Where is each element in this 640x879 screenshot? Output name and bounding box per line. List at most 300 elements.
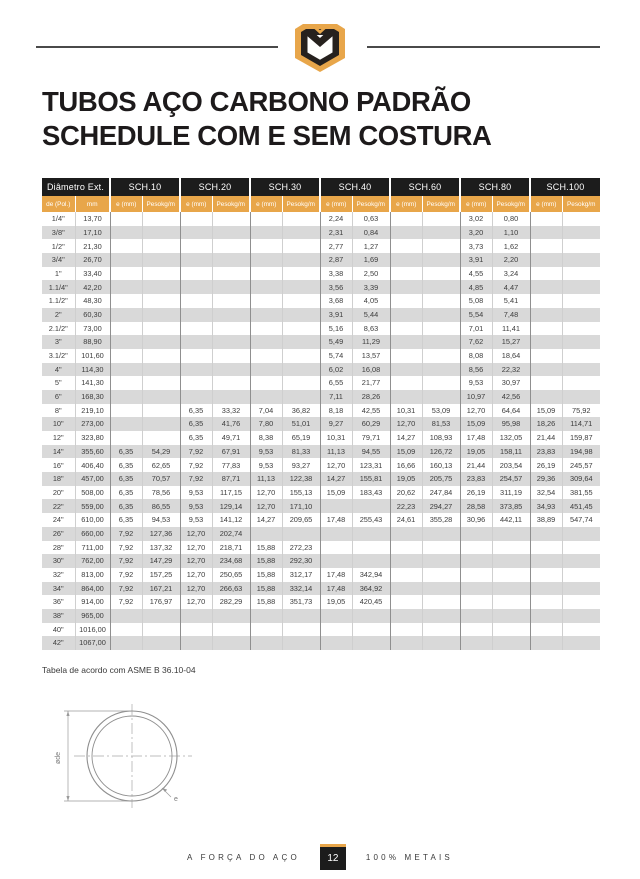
cell: 28,58 [460,499,492,513]
cell: 33,32 [212,404,250,418]
cell: 312,17 [282,568,320,582]
table-row [42,212,600,226]
cell [562,308,600,322]
group-header-cell: SCH.10 [110,178,180,196]
cell [422,527,460,541]
cell: 28,26 [352,390,390,404]
cell: 2" [54,309,62,319]
cell [492,609,530,623]
sub-header-row [42,196,600,212]
page-title-line2: SCHEDULE COM E SEM COSTURA [42,120,492,152]
cell: 245,57 [562,458,600,472]
schedule-table-wrap [42,178,600,650]
sub-header-cell: e (mm) [110,196,142,212]
cell: 364,92 [352,582,390,596]
cell: 176,97 [142,595,180,609]
cell [250,239,282,253]
cell: 14" [52,446,64,456]
cell: 64,64 [492,404,530,418]
cell: 12,70 [250,486,282,500]
cell: 86,55 [142,499,180,513]
cell [142,609,180,623]
cell: 406,40 [75,458,110,472]
cell [250,322,282,336]
cell [460,568,492,582]
cell: 127,36 [142,527,180,541]
table-row [42,267,600,281]
cell [142,335,180,349]
cell: 2,77 [320,239,352,253]
table-row [42,308,600,322]
cell [422,294,460,308]
cell: 22,32 [492,363,530,377]
pipe-schedule-table [42,178,600,650]
cell: 16,66 [390,458,422,472]
cell: 88,90 [75,335,110,349]
cell [180,294,212,308]
cell: 147,29 [142,554,180,568]
cell [562,636,600,650]
cell: 77,83 [212,458,250,472]
cell [530,390,562,404]
cell [282,527,320,541]
cell [250,294,282,308]
cell: 23,83 [460,472,492,486]
cell: 10,97 [460,390,492,404]
cell: 10,31 [390,404,422,418]
cell: 1" [54,268,62,278]
cell [390,568,422,582]
cell: 17,48 [320,568,352,582]
cell: 28" [52,542,64,552]
cell [282,308,320,322]
cell: 3.1/2" [48,351,68,361]
cell [562,390,600,404]
cell: 11,13 [250,472,282,486]
cell [180,376,212,390]
cell [110,390,142,404]
table-row [42,280,600,294]
cell: 6,35 [180,417,212,431]
cell [422,554,460,568]
cell: 3,20 [460,226,492,240]
cell: 155,81 [352,472,390,486]
cell [562,554,600,568]
table-row [42,568,600,582]
page-title [42,85,602,153]
cell [142,417,180,431]
cell: 5,08 [460,294,492,308]
cell: 9,53 [460,376,492,390]
cell [562,322,600,336]
table-row [42,376,600,390]
cell: 965,00 [75,609,110,623]
group-header-cell: SCH.40 [320,178,390,196]
cell [142,212,180,226]
table-row [42,322,600,336]
cell [110,226,142,240]
cell: 234,68 [212,554,250,568]
cell: 7,92 [110,541,142,555]
cell [562,335,600,349]
cell: 15,88 [250,541,282,555]
cell [212,623,250,637]
cell: 42" [52,638,64,648]
cell [492,636,530,650]
cell: 141,30 [75,376,110,390]
cell: 2,50 [352,267,390,281]
cell: 7,92 [110,595,142,609]
cell [492,541,530,555]
cell: 30" [52,556,64,566]
cell: 51,01 [282,417,320,431]
cell: 93,27 [282,458,320,472]
cell: 218,71 [212,541,250,555]
cell [460,636,492,650]
cell: 60,29 [352,417,390,431]
cell [110,253,142,267]
cell: 41,76 [212,417,250,431]
cell [390,253,422,267]
cell [320,636,352,650]
cell [110,280,142,294]
cell [180,239,212,253]
cell: 194,98 [562,445,600,459]
cell [562,363,600,377]
cell: 2,24 [320,212,352,226]
cell [390,636,422,650]
cell: 273,00 [75,417,110,431]
cell: 11,29 [352,335,390,349]
cell: 309,64 [562,472,600,486]
cell: 15,27 [492,335,530,349]
cell: 8,38 [250,431,282,445]
cell [282,280,320,294]
cell: 9,53 [180,513,212,527]
cell: 42,20 [75,280,110,294]
cell [460,554,492,568]
cell: 1,10 [492,226,530,240]
cell [390,390,422,404]
cell: 30,96 [460,513,492,527]
cell [212,376,250,390]
cell: 17,10 [75,226,110,240]
cell: 26" [52,528,64,538]
cell: 0,84 [352,226,390,240]
cell: 12,70 [250,499,282,513]
cell: 355,28 [422,513,460,527]
cell [180,212,212,226]
cell [282,623,320,637]
cell: 457,00 [75,472,110,486]
cell: 12,70 [180,527,212,541]
cell [530,376,562,390]
cell [212,212,250,226]
table-row [42,582,600,596]
cell: 7,80 [250,417,282,431]
cell: 6" [54,392,62,402]
cell: 81,33 [282,445,320,459]
cell: 19,05 [320,595,352,609]
cell: 137,32 [142,541,180,555]
cell [180,349,212,363]
cell: 8,56 [460,363,492,377]
cell [390,212,422,226]
cell [110,212,142,226]
table-row [42,486,600,500]
cell: 202,74 [212,527,250,541]
metais-shield-logo [293,22,347,74]
cell: 60,30 [75,308,110,322]
cell: 8,08 [460,349,492,363]
cell [422,595,460,609]
cell [460,595,492,609]
cell [390,335,422,349]
cell [530,239,562,253]
cell [110,363,142,377]
cell [110,417,142,431]
cell [352,609,390,623]
cell [110,322,142,336]
cell: 183,43 [352,486,390,500]
table-row [42,363,600,377]
cell: 5" [54,378,62,388]
cell [422,376,460,390]
cell [180,308,212,322]
cell [180,280,212,294]
cell: 420,45 [352,595,390,609]
group-header-cell: SCH.80 [460,178,530,196]
cell [180,636,212,650]
cell [212,294,250,308]
cell: 9,53 [250,445,282,459]
sub-header-cell: e (mm) [250,196,282,212]
cell [390,294,422,308]
cell: 167,21 [142,582,180,596]
cell: 3,73 [460,239,492,253]
cell [142,322,180,336]
cell: 19,05 [390,472,422,486]
cell [250,253,282,267]
cell: 6,35 [180,404,212,418]
cell: 12,70 [460,404,492,418]
group-header-cell: SCH.20 [180,178,250,196]
cell [250,267,282,281]
cell: 18" [52,474,64,484]
cell: 17,48 [460,431,492,445]
cell [390,527,422,541]
cell: 4,85 [460,280,492,294]
table-row [42,472,600,486]
cell [352,623,390,637]
cell [110,636,142,650]
cell: 38" [52,611,64,621]
cell: 864,00 [75,582,110,596]
cell: 3,68 [320,294,352,308]
sub-header-cell: Pesokg/m [352,196,390,212]
thickness-label: e [174,796,178,803]
cell: 114,71 [562,417,600,431]
cell [142,239,180,253]
cell [460,527,492,541]
cell: 5,44 [352,308,390,322]
cell [530,636,562,650]
cell: 11,41 [492,322,530,336]
cell: 442,11 [492,513,530,527]
table-row [42,239,600,253]
cell [180,390,212,404]
cell [212,280,250,294]
cell: 65,19 [282,431,320,445]
cell [422,322,460,336]
cell: 123,31 [352,458,390,472]
cell [492,595,530,609]
cell [320,527,352,541]
cell: 3/4" [51,255,65,265]
cell [562,294,600,308]
cell: 141,12 [212,513,250,527]
cell [212,226,250,240]
cell [282,376,320,390]
cell: 4,47 [492,280,530,294]
cell: 351,73 [282,595,320,609]
cell [562,349,600,363]
cell [530,267,562,281]
cell [562,568,600,582]
cell [562,239,600,253]
cell [282,363,320,377]
cell [422,363,460,377]
cell: 508,00 [75,486,110,500]
cell [422,239,460,253]
cell: 266,63 [212,582,250,596]
sub-header-cell: e (mm) [180,196,212,212]
cell: 24,61 [390,513,422,527]
cell: 12,70 [390,417,422,431]
cell [212,335,250,349]
cell [282,239,320,253]
cell: 38,89 [530,513,562,527]
cell [212,267,250,281]
cell [320,609,352,623]
cell [422,390,460,404]
cell [250,308,282,322]
cell: 8" [54,405,62,415]
cell: 323,80 [75,431,110,445]
cell [390,376,422,390]
cell: 12,70 [180,568,212,582]
cell: 6,02 [320,363,352,377]
cell [352,636,390,650]
cell: 1,69 [352,253,390,267]
cell: 2,87 [320,253,352,267]
cell: 42,56 [492,390,530,404]
cell: 16" [52,460,64,470]
cell: 914,00 [75,595,110,609]
cell [422,609,460,623]
cell [142,349,180,363]
cell: 3,02 [460,212,492,226]
table-row [42,554,600,568]
sub-header-cell: Pesokg/m [212,196,250,212]
cell: 12,70 [320,458,352,472]
cell [530,280,562,294]
cell: 5,54 [460,308,492,322]
cell: 332,14 [282,582,320,596]
cell [110,239,142,253]
table-row [42,253,600,267]
cell: 7,48 [492,308,530,322]
cell [422,335,460,349]
cell [530,541,562,555]
cell [422,541,460,555]
cell: 381,55 [562,486,600,500]
cell: 559,00 [75,499,110,513]
cell: 254,57 [492,472,530,486]
cell: 355,60 [75,445,110,459]
cell [562,609,600,623]
sub-header-cell: Pesokg/m [562,196,600,212]
cell: 79,71 [352,431,390,445]
cell: 94,53 [142,513,180,527]
cell: 6,35 [110,513,142,527]
cell [142,623,180,637]
cell [320,554,352,568]
table-row [42,335,600,349]
cell: 272,23 [282,541,320,555]
cell [142,363,180,377]
cell [250,636,282,650]
cell [422,226,460,240]
table-row [42,499,600,513]
cell: 1/2" [51,241,65,251]
cell [212,308,250,322]
cell: 26,19 [460,486,492,500]
footer-slogan-right: 100% METAIS [365,852,453,862]
cell: 2,20 [492,253,530,267]
cell: 33,40 [75,267,110,281]
table-row [42,294,600,308]
cell [250,527,282,541]
cell [282,349,320,363]
cell [390,623,422,637]
cell [530,582,562,596]
cell: 762,00 [75,554,110,568]
cell: 14,27 [390,431,422,445]
cell: 87,71 [212,472,250,486]
cell: 49,71 [212,431,250,445]
cell: 7,92 [180,458,212,472]
cell [110,376,142,390]
table-row [42,417,600,431]
cell: 6,35 [180,431,212,445]
cell [282,390,320,404]
cell: 20,62 [390,486,422,500]
cell: 24" [52,515,64,525]
cell: 7,92 [110,582,142,596]
cell [282,226,320,240]
cell [530,568,562,582]
cell: 157,25 [142,568,180,582]
cell: 21,44 [530,431,562,445]
table-row [42,623,600,637]
cell: 73,00 [75,322,110,336]
cell: 34,93 [530,499,562,513]
cell: 219,10 [75,404,110,418]
cell: 6,35 [110,472,142,486]
cell: 7,92 [180,445,212,459]
cell: 22,23 [390,499,422,513]
